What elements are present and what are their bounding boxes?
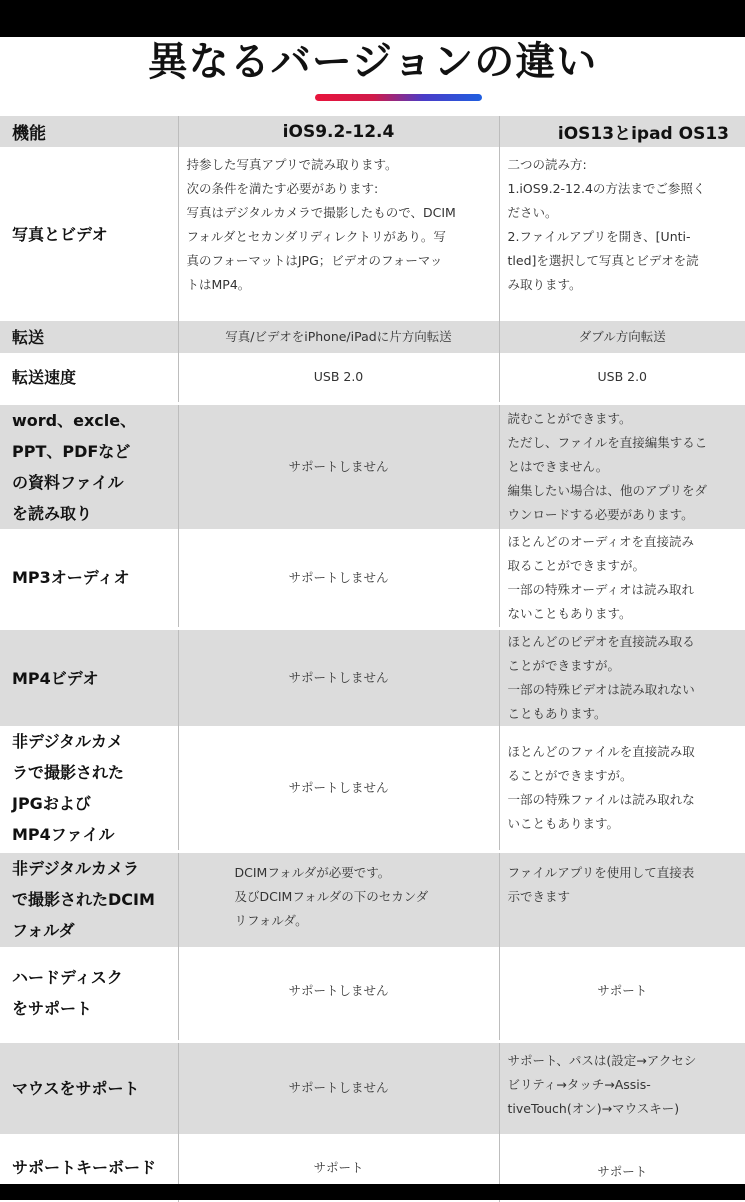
header-feature: 機能 bbox=[0, 116, 178, 147]
ios9-cell: サポートしません bbox=[178, 529, 499, 629]
ios9-cell: 写真/ビデオをiPhone/iPadに片方向転送 bbox=[178, 321, 499, 353]
ios13-cell: USB 2.0 bbox=[499, 353, 745, 403]
table-row-photo-video bbox=[0, 147, 745, 321]
ios13-cell: ほとんどのビデオを直接読み取る ことができますが。 一部の特殊ビデオは読み取れない こともあります。 bbox=[499, 629, 745, 727]
ios13-cell: サポート、パスは(設定→アクセシ ビリティ→タッチ→Assis- tiveTouch(オン)→マウスキー) bbox=[499, 1042, 745, 1134]
ios9-cell: DCIMフォルダが必要です。 及びDCIMフォルダの下のセカンダ リフォルダ。 bbox=[178, 852, 499, 947]
feature-cell: ハードディスク をサポート bbox=[0, 947, 178, 1042]
top-black-bar bbox=[0, 0, 745, 37]
ios9-cell: サポートしません bbox=[178, 947, 499, 1042]
ios13-cell: ほとんどのファイルを直接読み取 ることができますが。 一部の特殊ファイルは読み取れな いこともあります。 bbox=[499, 726, 745, 852]
ios13-cell: サポート bbox=[499, 1134, 745, 1202]
table-row-dcim-folder bbox=[0, 852, 745, 947]
table-row-transfer-speed bbox=[0, 353, 745, 403]
header-ios13: iOS13とipad OS13 bbox=[499, 116, 745, 147]
feature-cell: 写真とビデオ bbox=[0, 147, 178, 321]
bottom-black-bar bbox=[0, 1184, 745, 1200]
feature-cell: 転送速度 bbox=[0, 353, 178, 403]
title-accent-underline bbox=[315, 94, 482, 101]
table-header-row bbox=[0, 116, 745, 147]
feature-cell: 非デジタルカメラ で撮影されたDCIM フォルダ bbox=[0, 852, 178, 947]
ios13-cell: サポート bbox=[499, 947, 745, 1042]
table-row-mp3-audio bbox=[0, 529, 745, 629]
ios9-cell: サポートしません bbox=[178, 629, 499, 727]
version-comparison-table bbox=[0, 116, 745, 1202]
table-row-hard-disk bbox=[0, 947, 745, 1042]
feature-cell: マウスをサポート bbox=[0, 1042, 178, 1134]
header-ios9: iOS9.2-12.4 bbox=[178, 116, 499, 147]
feature-cell: 非デジタルカメ ラで撮影された JPGおよび MP4ファイル bbox=[0, 726, 178, 852]
ios13-cell: 読むことができます。 ただし、ファイルを直接編集するこ とはできません。 編集したい場合は、他のアプリをダ ウンロードする必要があります。 bbox=[499, 403, 745, 529]
ios9-cell: サポートしません bbox=[178, 403, 499, 529]
table-row-mouse bbox=[0, 1042, 745, 1134]
ios13-cell: 二つの読み方: 1.iOS9.2-12.4の方法までご参照く ださい。 2.ファイルアプリを開き、[Unti- tled]を選択して写真とビデオを読 み取ります。 bbox=[499, 147, 745, 321]
page-title: 異なるバージョンの違い bbox=[147, 39, 598, 85]
ios9-cell: USB 2.0 bbox=[178, 353, 499, 403]
feature-cell: 転送 bbox=[0, 321, 178, 353]
table-row-transfer bbox=[0, 321, 745, 353]
ios9-cell: サポート bbox=[178, 1134, 499, 1202]
feature-cell: MP3オーディオ bbox=[0, 529, 178, 629]
table-row-mp4-video bbox=[0, 629, 745, 727]
ios13-cell: ほとんどのオーディオを直接読み 取ることができますが。 一部の特殊オーディオは読み取れ ないこともあります。 bbox=[499, 529, 745, 629]
ios13-cell: ダブル方向転送 bbox=[499, 321, 745, 353]
table-row-non-digital-files bbox=[0, 726, 745, 852]
feature-cell: MP4ビデオ bbox=[0, 629, 178, 727]
ios9-cell: サポートしません bbox=[178, 1042, 499, 1134]
ios9-cell: サポートしません bbox=[178, 726, 499, 852]
table-row-documents bbox=[0, 403, 745, 529]
ios9-cell: 持参した写真アプリで読み取ります。 次の条件を満たす必要があります: 写真はデジタルカメラで撮影したもので、DCIM フォルダとセカンダリディレクトリがあり。写 真のフォーマットはJPG；ビデオのフォーマッ トはMP4。 bbox=[178, 147, 499, 321]
feature-cell: word、excle、 PPT、PDFなど の資料ファイル を読み取り bbox=[0, 403, 178, 529]
ios13-cell: ファイルアプリを使用して直接表 示できます bbox=[499, 852, 745, 947]
feature-cell: サポートキーボード bbox=[0, 1134, 178, 1202]
